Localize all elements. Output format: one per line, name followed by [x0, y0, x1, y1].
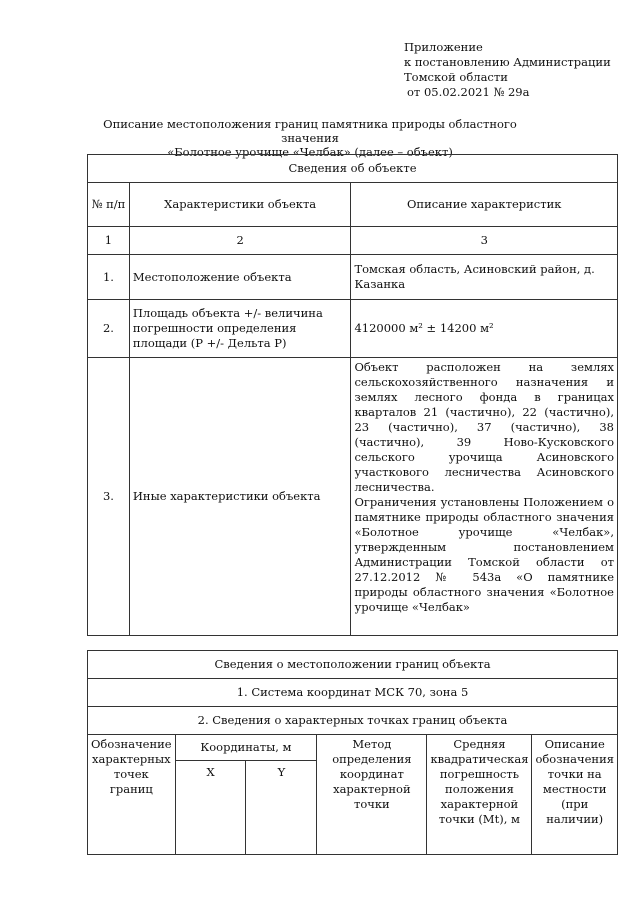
- column-index: 2: [129, 227, 351, 255]
- column-header-coordinates: Координаты, м: [175, 735, 317, 761]
- header-line: от 05.02.2021 № 29а: [407, 85, 530, 99]
- table-row: [88, 255, 618, 300]
- row-description: Томская область, Асиновский район, д. Казанка: [351, 255, 618, 300]
- row-description: 4120000 м² ± 14200 м²: [351, 300, 618, 358]
- boundary-points-table: [87, 650, 618, 855]
- header-line: к постановлению Администрации: [404, 55, 611, 69]
- column-header-description: Описание характеристик: [351, 183, 618, 227]
- row-number: 2.: [88, 300, 130, 358]
- column-header-method: Метод определения координат характерной точки: [317, 735, 427, 855]
- column-header-number: № п/п: [88, 183, 130, 227]
- document-header: [404, 40, 611, 100]
- section-heading: Сведения об объекте: [88, 155, 618, 183]
- points-heading: 2. Сведения о характерных точках границ объекта: [88, 707, 618, 735]
- column-index: 1: [88, 227, 130, 255]
- column-header-characteristic: Характеристики объекта: [129, 183, 351, 227]
- table-row: [88, 300, 618, 358]
- description-paragraph: Объект расположен на землях сельскохозяйственного назначения и землях лесного фонда в границах кварталов 21 (частично), 22 (частично), 23 (частично), 37 (частично), 38 (частично), 39 Ново-Кусковского сельского урочища Асиновского участкового лесничества Асиновского лесничества.: [354, 360, 614, 494]
- object-info-table: [87, 154, 618, 636]
- column-index: 3: [351, 227, 618, 255]
- document-title: [90, 117, 530, 159]
- column-header-y: Y: [246, 761, 317, 855]
- table-row: [88, 358, 618, 636]
- column-header-point-description: Описание обозначения точки на местности (при наличии): [532, 735, 618, 855]
- header-line: Томской области: [404, 70, 508, 84]
- row-description: [351, 358, 618, 636]
- title-line: Описание местоположения границ памятника природы областного значения: [103, 117, 517, 145]
- title-line: «Болотное урочище «Челбак» (далее – объект): [167, 145, 453, 159]
- section-heading: Сведения о местоположении границ объекта: [88, 651, 618, 679]
- header-line: Приложение: [404, 40, 483, 54]
- column-header-designation: Обозначение характерных точек границ: [88, 735, 176, 855]
- description-paragraph: Ограничения установлены Положением о памятнике природы областного значения «Болотное урочище «Челбак», утвержденным постановлением Администрации Томской области от 27.12.2012 № 543а «О памятнике природы областного значения «Болотное урочище «Челбак»: [354, 495, 614, 614]
- row-number: 1.: [88, 255, 130, 300]
- coordinate-system: 1. Система координат МСК 70, зона 5: [88, 679, 618, 707]
- row-characteristic: Иные характеристики объекта: [129, 358, 351, 636]
- row-characteristic: Местоположение объекта: [129, 255, 351, 300]
- row-number: 3.: [88, 358, 130, 636]
- row-characteristic: Площадь объекта +/- величина погрешности определения площади (Р +/- Дельта Р): [129, 300, 351, 358]
- column-header-error: Средняя квадратическая погрешность положения характерной точки (Mt), м: [427, 735, 532, 855]
- column-header-x: X: [175, 761, 246, 855]
